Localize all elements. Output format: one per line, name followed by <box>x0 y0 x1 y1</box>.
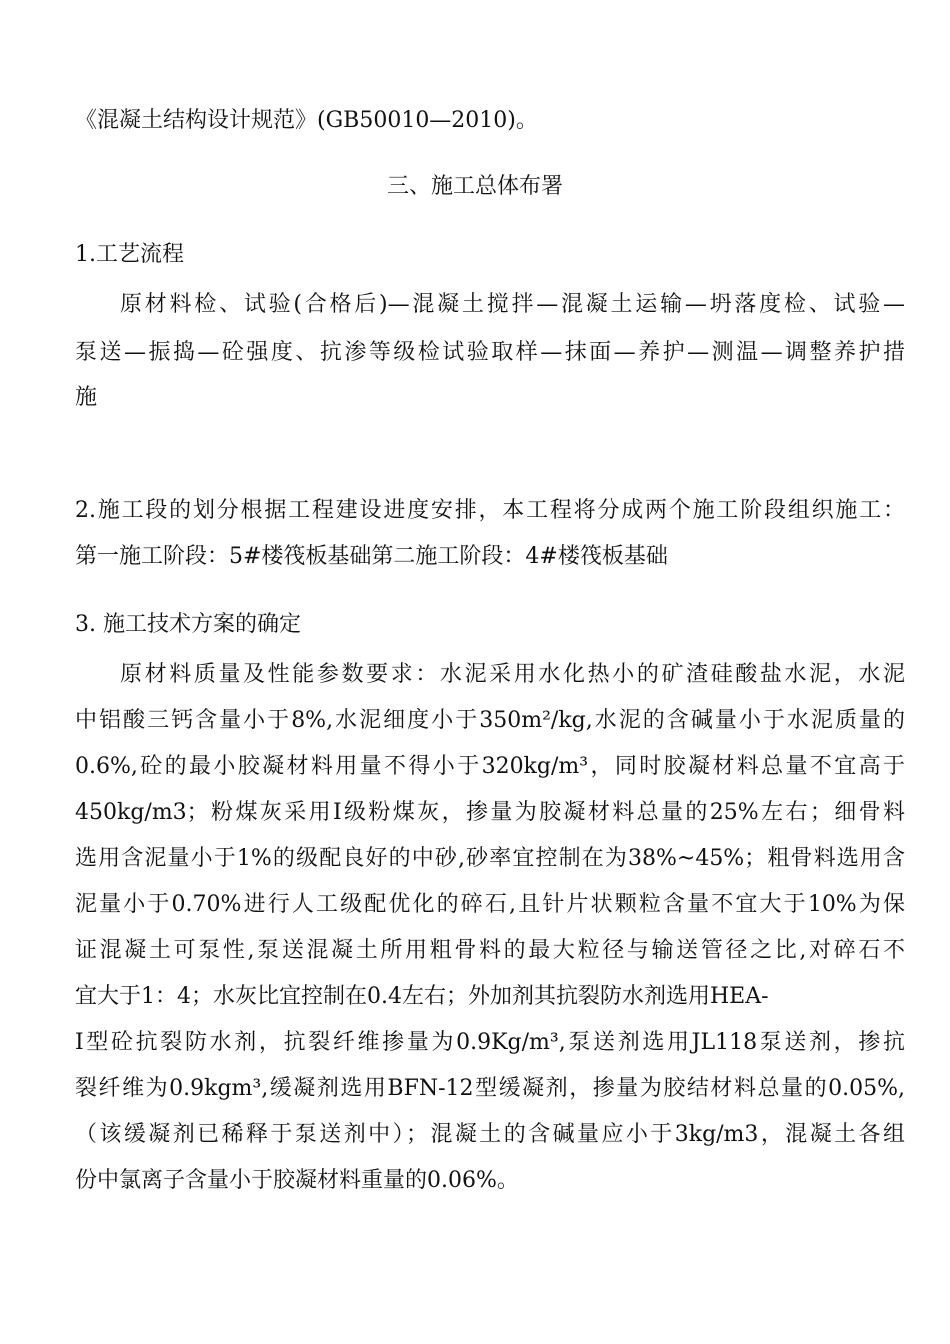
item1-heading: 1.工艺流程 <box>75 242 184 267</box>
item3-line-4: 450kg/m3；粉煤灰采用Ⅰ级粉煤灰，掺量为胶凝材料总量的25%左右；细骨料 <box>75 800 905 825</box>
item3-line-12: 份中氯离子含量小于胶凝材料重量的0.06%。 <box>75 1168 519 1193</box>
item3-line-8: 宜大于1：4；水灰比宜控制在0.4左右；外加剂其抗裂防水剂选用HEA- <box>75 984 769 1009</box>
item3-line-1: 原材料质量及性能参数要求：水泥采用水化热小的矿渣硅酸盐水泥，水泥 <box>120 662 905 687</box>
item1-line-2: 泵送—振捣—砼强度、抗渗等级检试验取样—抹面—养护—测温—调整养护措 <box>75 340 905 365</box>
item3-line-9: Ⅰ型砼抗裂防水剂，抗裂纤维掺量为0.9Kg/m³,泵送剂选用JL118泵送剂，掺抗 <box>75 1030 905 1055</box>
item3-line-7: 证混凝土可泵性,泵送混凝土所用粗骨料的最大粒径与输送管径之比,对碎石不 <box>75 938 905 963</box>
item3-line-11: （该缓凝剂已稀释于泵送剂中）；混凝土的含碱量应小于3kg/m3，混凝土各组 <box>75 1122 905 1147</box>
item2-line-1: 2.施工段的划分根据工程建设进度安排，本工程将分成两个施工阶段组织施工： <box>75 498 905 523</box>
item3-line-6: 泥量小于0.70%进行人工级配优化的碎石,且针片状颗粒含量不宜大于10%为保 <box>75 892 905 917</box>
reference-line: 《混凝土结构设计规范》(GB50010—2010)。 <box>75 108 538 133</box>
item3-line-3: 0.6%,砼的最小胶凝材料用量不得小于320kg/m³，同时胶凝材料总量不宜高于 <box>75 754 905 779</box>
section-heading: 三、施工总体布署 <box>386 174 563 199</box>
item3-line-10: 裂纤维为0.9kgm³,缓凝剂选用BFN-12型缓凝剂，掺量为胶结材料总量的0.05%, <box>75 1076 905 1101</box>
item3-line-5: 选用含泥量小于1%的级配良好的中砂,砂率宜控制在为38%~45%；粗骨料选用含 <box>75 846 905 871</box>
item1-line-3: 施 <box>75 385 98 410</box>
item3-heading: 3. 施工技术方案的确定 <box>75 612 301 637</box>
item2-line-2: 第一施工阶段：5#楼筏板基础第二施工阶段：4#楼筏板基础 <box>75 544 668 569</box>
item1-line-1: 原材料检、试验(合格后)—混凝土搅拌—混凝土运输—坍落度检、试验— <box>120 292 905 317</box>
item3-line-2: 中铝酸三钙含量小于8%,水泥细度小于350m²/kg,水泥的含碱量小于水泥质量的 <box>75 708 905 733</box>
